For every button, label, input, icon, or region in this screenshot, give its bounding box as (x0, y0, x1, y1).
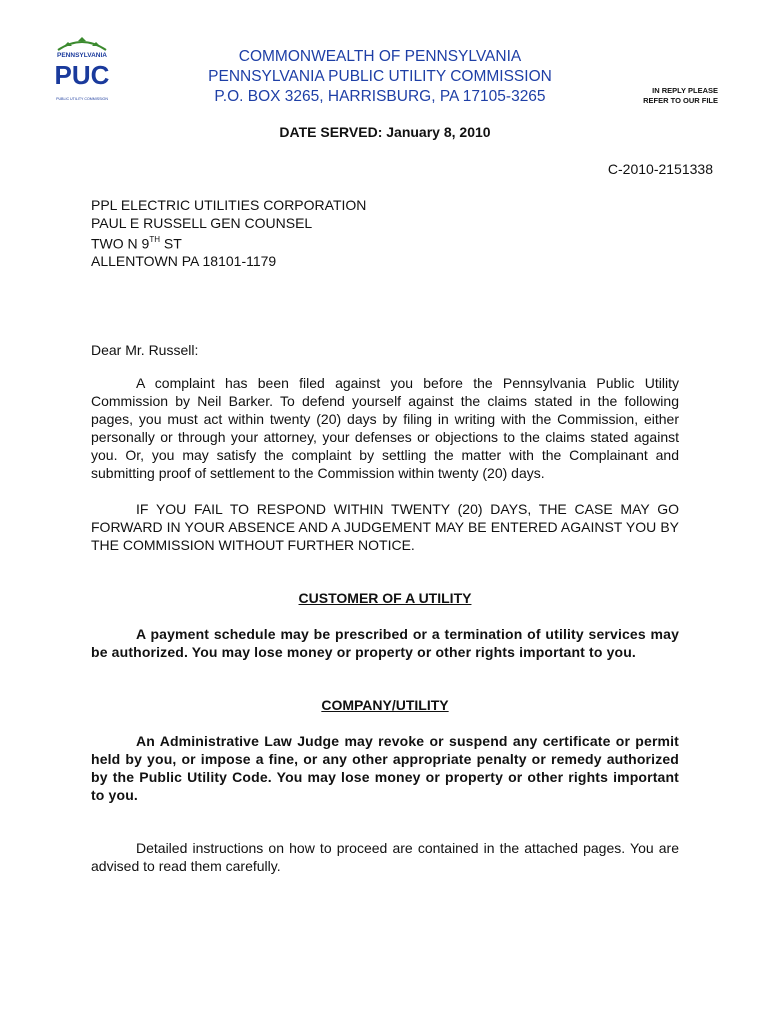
salutation: Dear Mr. Russell: (91, 342, 199, 358)
address-line-3 (91, 232, 366, 253)
date-served: DATE SERVED: January 8, 2010 (279, 124, 491, 140)
puc-logo-mark (50, 36, 114, 106)
address-line-1: PPL ELECTRIC UTILITIES CORPORATION (91, 197, 367, 213)
address-line-2: PAUL E RUSSELL GEN COUNSEL (91, 214, 313, 231)
section-text-customer: A payment schedule may be prescribed or a termination of utility services may be authorized. You may lose money or property or other rights important to you. (91, 626, 679, 660)
recipient-address (91, 197, 366, 271)
puc-logo (50, 36, 114, 106)
docket-number: C-2010-2151338 (607, 161, 713, 177)
logo-arc-text: PENNSYLVANIA (57, 52, 107, 59)
letterhead (175, 47, 585, 107)
reply-note-line-1: IN REPLY PLEASE (652, 86, 718, 95)
section-heading-company: COMPANY/UTILITY (321, 697, 449, 713)
paragraph-warning: IF YOU FAIL TO RESPOND WITHIN TWENTY (20) DAYS, THE CASE MAY GO FORWARD IN YOUR ABSENCE AND A JUDGEMENT MAY BE ENTERED AGAINST YOU BY THE COMMISSION WITHOUT FURTHER NOTICE. (91, 501, 679, 553)
logo-sub-text: PUBLIC UTILITY COMMISSION (56, 97, 108, 101)
reply-note (643, 86, 718, 106)
address-line-3-pre: TWO N 9 (91, 235, 150, 252)
address-line-4: ALLENTOWN PA 18101-1179 (91, 253, 277, 270)
paragraph-complaint: A complaint has been filed against you before the Pennsylvania Public Utility Commission by Neil Barker. To defend yourself against the claims stated in the following pages, you must act within twenty (20) days by filing in writing with the Commission, either personally or through your attorney, your defenses or objections to the claims stated against you. Or, you may satisfy the complaint by settling the matter with the Complainant and submitting proof of settlement to the Commission within twenty (20) days. (91, 375, 679, 481)
letterhead-line-1: COMMONWEALTH OF PENNSYLVANIA (238, 48, 522, 65)
letterhead-line-3: P.O. BOX 3265, HARRISBURG, PA 17105-3265 (214, 88, 546, 105)
section-text-company: An Administrative Law Judge may revoke or suspend any certificate or permit held by you, or impose a fine, or any other appropriate penalty or remedy authorized by the Public Utility Code. You may lose money or property or other rights important to you. (91, 733, 679, 803)
section-heading-customer: CUSTOMER OF A UTILITY (298, 590, 472, 606)
reply-note-line-2: REFER TO OUR FILE (643, 96, 718, 105)
address-line-3-post: ST (160, 235, 182, 252)
address-line-3-sup: TH (149, 235, 161, 244)
letterhead-line-2: PENNSYLVANIA PUBLIC UTILITY COMMISSION (208, 68, 552, 85)
logo-main-text: PUC (54, 60, 110, 90)
paragraph-closing: Detailed instructions on how to proceed are contained in the attached pages. You are advised to read them carefully. (91, 840, 679, 874)
